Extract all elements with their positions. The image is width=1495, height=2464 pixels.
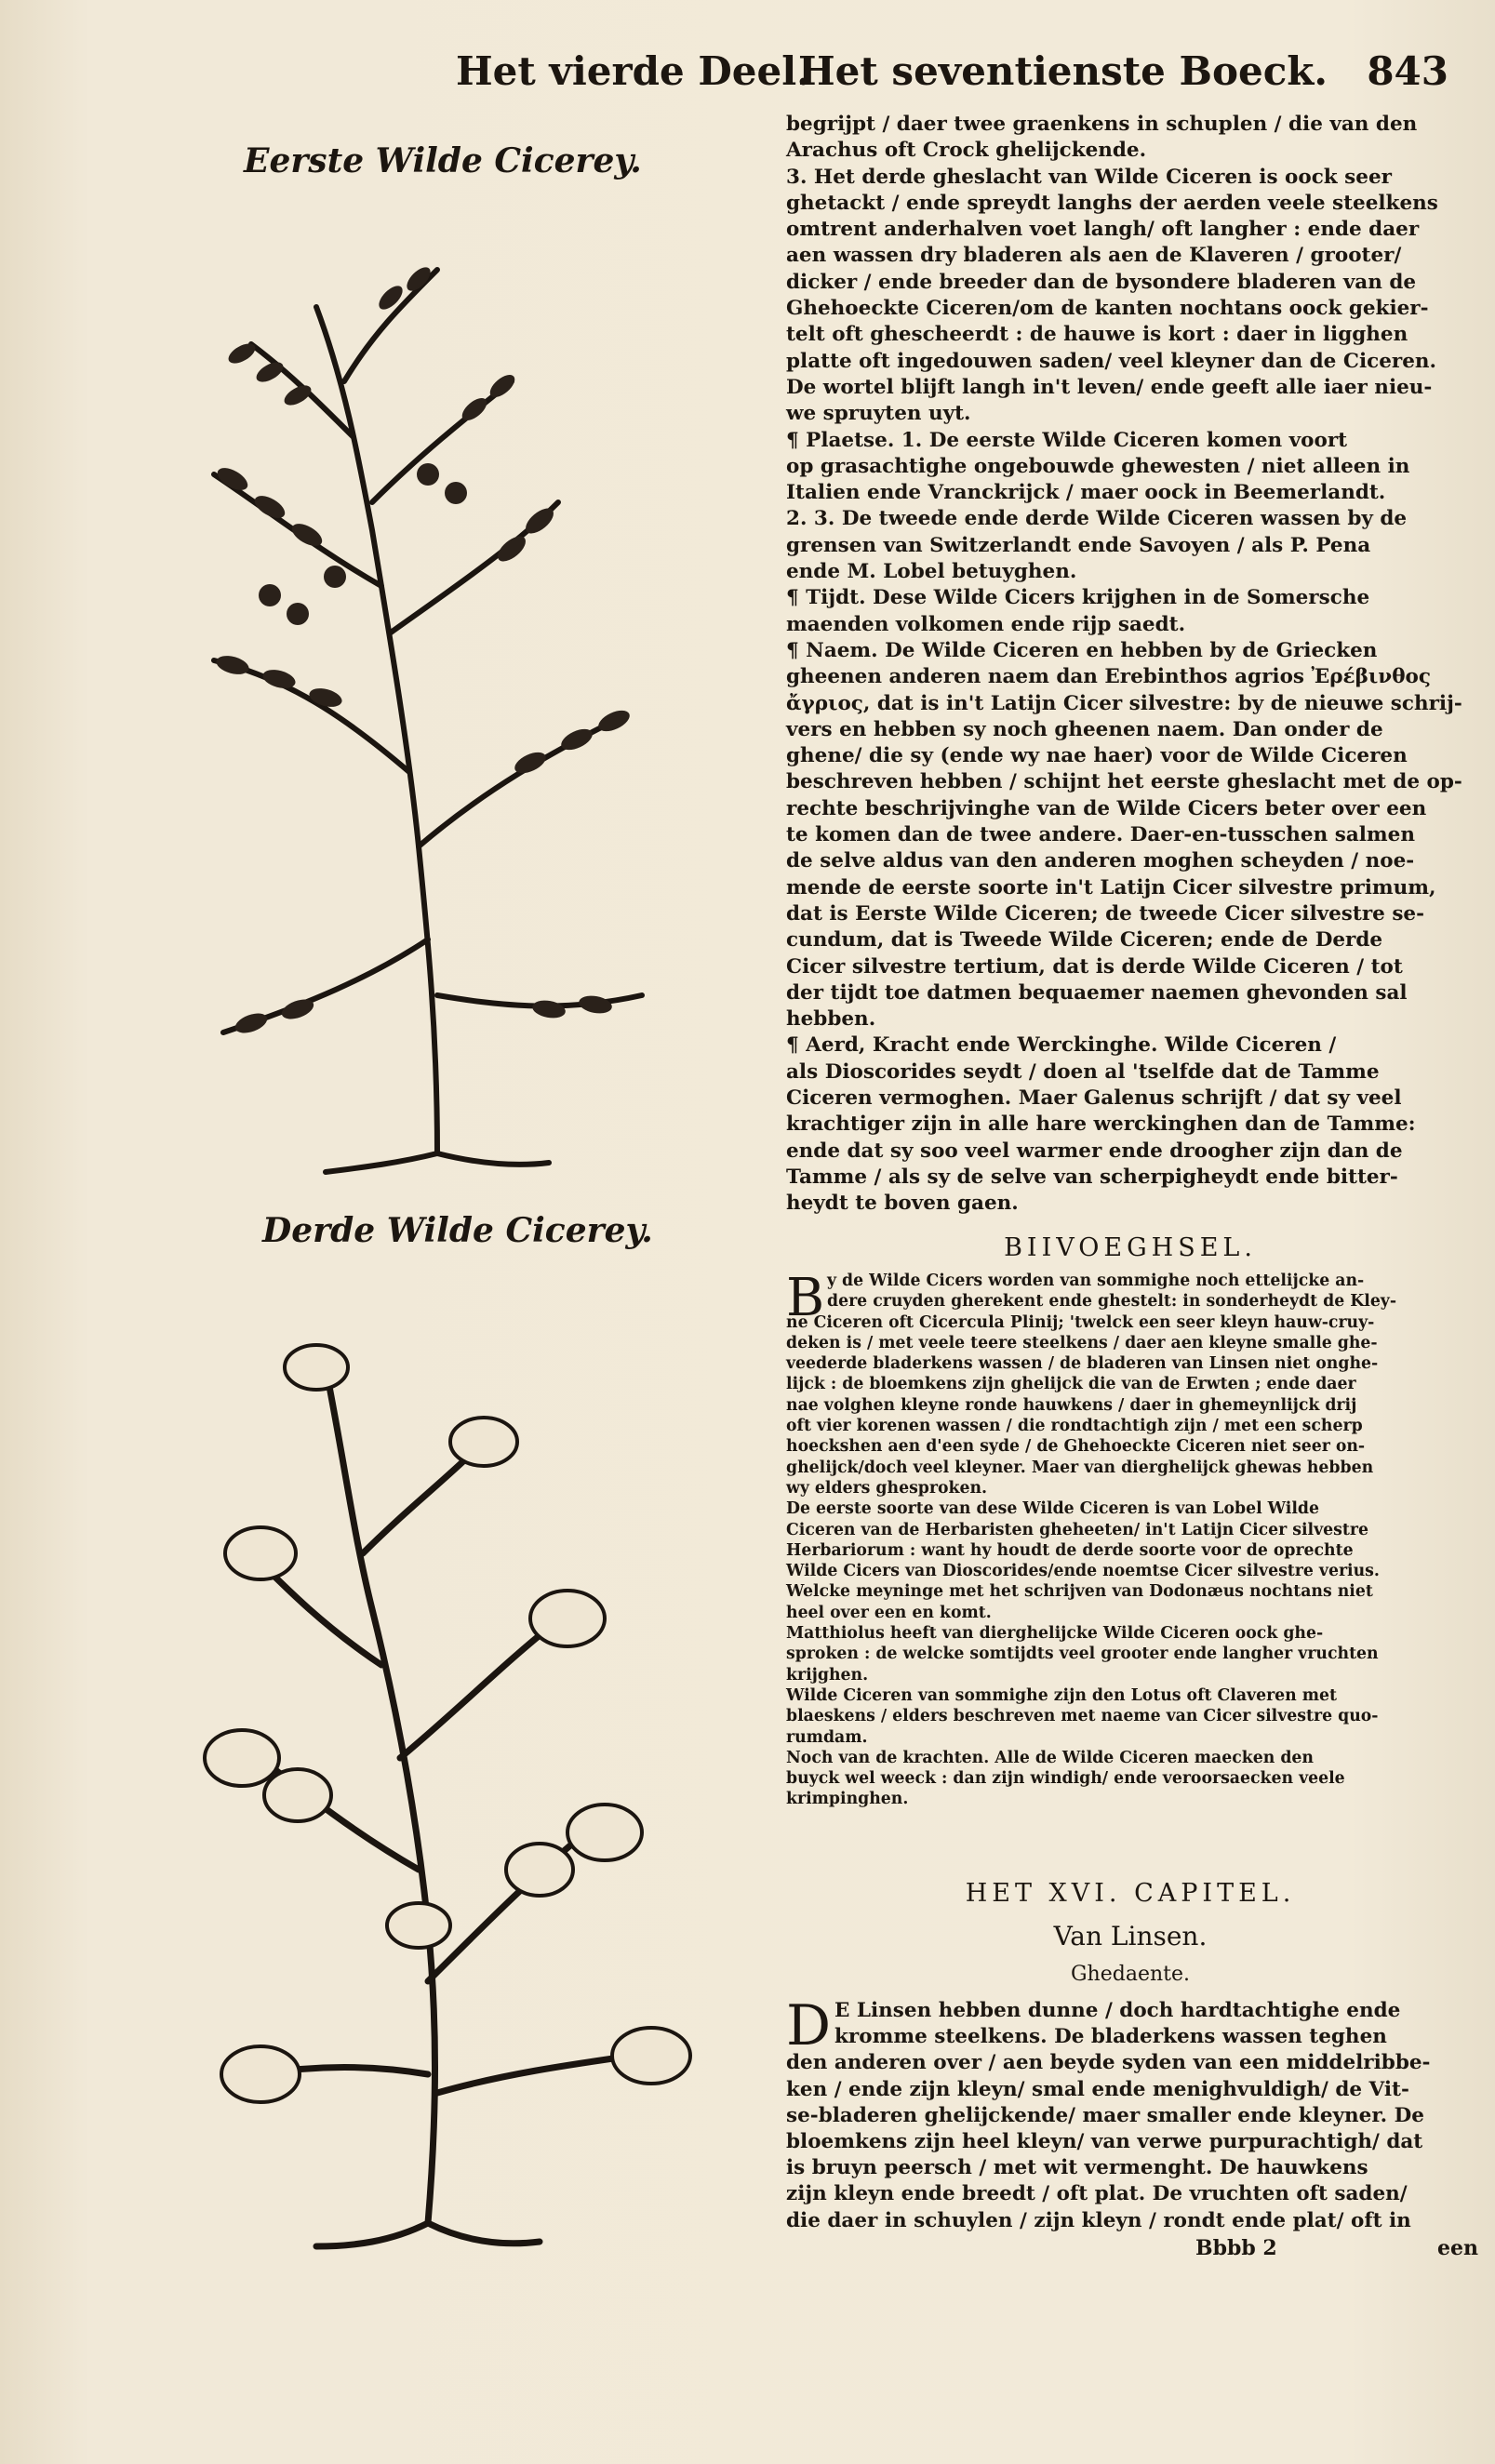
text-line: dicker / ende breeder dan de bysondere bladeren van de	[786, 270, 1417, 294]
text-line: mende de eerste soorte in't Latijn Cicer silvestre primum,	[786, 875, 1436, 899]
text-line: dere cruyden gherekent ende ghestelt: in sonderheydt de Kley-	[827, 1292, 1397, 1312]
text-line: is bruyn peersch / met wit vermenght. De hauwkens	[786, 2156, 1368, 2180]
text-line: ghene/ die sy (ende wy nae haer) voor de Wilde Ciceren	[786, 744, 1408, 768]
text-line: we spruyten uyt.	[786, 402, 971, 426]
text-line: heel over een en komt.	[786, 1603, 992, 1622]
text-line: hoeckshen aen d'een syde / de Ghehoeckte Ciceren niet seer on-	[786, 1437, 1366, 1457]
text-line: Welcke meyninge met het schrijven van Dodonæus nochtans niet	[786, 1582, 1373, 1602]
text-line: hebben.	[786, 1007, 876, 1032]
text-line: y de Wilde Cicers worden van sommighe noch ettelijcke an-	[827, 1272, 1365, 1290]
text-line: platte oft ingedouwen saden/ veel kleyner dan de Ciceren.	[786, 349, 1437, 373]
text-line: Herbariorum : want hy houdt de derde soorte voor de oprechte	[786, 1540, 1354, 1560]
text-line: rechte beschrijvinghe van de Wilde Cicers beter over een	[786, 796, 1427, 820]
text-line: ¶ Tijdt. Dese Wilde Cicers krijghen in de Somersche	[786, 586, 1370, 610]
text-line: den anderen over / aen beyde syden van een middelribbe-	[786, 2051, 1431, 2075]
text-line: krachtiger zijn in alle hare werckinghen dan de Tamme:	[786, 1112, 1416, 1137]
text-line: E Linsen hebben dunne / doch hardtachtighe ende	[834, 1999, 1401, 2022]
text-line: te komen dan de twee andere. Daer-en-tusschen salmen	[786, 823, 1415, 847]
text-line: Italien ende Vranckrijck / maer oock in Beemerlandt.	[786, 481, 1386, 505]
text-line: 2. 3. De tweede ende derde Wilde Ciceren wassen by de	[786, 507, 1408, 531]
text-line: op grasachtighe ongebouwde ghewesten / niet alleen in	[786, 454, 1410, 478]
text-line: heydt te boven gaen.	[786, 1192, 1019, 1216]
biivoeghsel-heading: BIIVOEGHSEL.	[1004, 1233, 1257, 1262]
text-line: ghetackt / ende spreydt langhs der aerden veele steelkens	[786, 191, 1438, 215]
text-line: gheenen anderen naem dan Erebinthos agrios Ἐρέβινθος	[786, 665, 1431, 689]
text-line: Cicer silvestre tertium, dat is derde Wilde Ciceren / tot	[786, 954, 1403, 979]
biivoeghsel-dropcap: B	[786, 1268, 825, 1328]
text-line: bloemkens zijn heel kleyn/ van verwe purpurachtigh/ dat	[786, 2130, 1423, 2154]
text-line: De eerste soorte van dese Wilde Ciceren is van Lobel Wilde	[786, 1499, 1319, 1519]
text-line: ghelijck/doch veel kleyner. Maer van dierghelijck ghewas hebben	[786, 1458, 1374, 1477]
chapter-subsubtitle: Ghedaente.	[1070, 1963, 1190, 1986]
text-line: Ciceren van de Herbaristen gheheeten/ in't Latijn Cicer silvestre	[786, 1520, 1368, 1539]
text-line: dat is Eerste Wilde Ciceren; de tweede Cicer silvestre se-	[786, 901, 1425, 926]
text-line: wy elders ghesproken.	[786, 1478, 988, 1498]
text-line: beschreven hebben / schijnt het eerste gheslacht met de op-	[786, 770, 1462, 794]
text-line: Ghehoeckte Ciceren/om de kanten nochtans oock gekier-	[786, 297, 1429, 321]
text-line: Matthiolus heeft van dierghelijcke Wilde Ciceren oock ghe-	[786, 1624, 1324, 1644]
text-line: ende dat sy soo veel warmer ende droogher zijn dan de	[786, 1139, 1403, 1163]
text-line: blaeskens / elders beschreven met naeme van Cicer silvestre quo-	[786, 1707, 1379, 1726]
text-line: aen wassen dry bladeren als aen de Klaveren / grooter/	[786, 244, 1402, 268]
text-line: grensen van Switzerlandt ende Savoyen / als P. Pena	[786, 533, 1371, 557]
running-header	[456, 48, 1467, 104]
text-line: ¶ Naem. De Wilde Ciceren en hebben by de Griecken	[786, 638, 1378, 662]
text-line: deken is / met veele teere steelkens / daer aen kleyne smalle ghe-	[786, 1333, 1378, 1352]
text-line: De wortel blijft langh in't leven/ ende geeft alle iaer nieu-	[786, 375, 1433, 399]
page-number: 843	[1367, 48, 1448, 94]
text-line: Ciceren vermoghen. Maer Galenus schrijft / dat sy veel	[786, 1085, 1402, 1110]
text-line: ¶ Aerd, Kracht ende Werckinghe. Wilde Ciceren /	[786, 1033, 1337, 1058]
text-line: sproken : de welcke somtijdts veel grooter ende langher vruchten	[786, 1645, 1379, 1664]
text-line: ken / ende zijn kleyn/ smal ende menighvuldigh/ de Vit-	[786, 2077, 1409, 2101]
text-line: ne Ciceren oft Cicercula Plinij; 'twelck een seer kleyn hauw-cruy-	[786, 1312, 1375, 1332]
text-column-top	[786, 112, 1475, 1217]
text-line: vers en hebben sy noch gheenen naem. Dan onder de	[786, 717, 1383, 741]
text-line: Wilde Cicers van Dioscorides/ende noemtse Cicer silvestre verius.	[786, 1562, 1380, 1581]
linsen-dropcap: D	[786, 1993, 832, 2058]
text-line: maenden volkomen ende rijp saedt.	[786, 612, 1186, 636]
text-line: rumdam.	[786, 1727, 868, 1747]
chapter-subtitle: Van Linsen.	[1053, 1921, 1208, 1951]
text-line: Noch van de krachten. Alle de Wilde Ciceren maecken den	[786, 1748, 1314, 1767]
catchword: een	[1437, 2236, 1478, 2260]
text-line: ¶ Plaetse. 1. De eerste Wilde Ciceren komen voort	[786, 428, 1348, 452]
text-line: Wilde Ciceren van sommighe zijn den Lotus oft Claveren met	[786, 1685, 1338, 1705]
text-line: veederde bladerkens wassen / de bladeren van Linsen niet onghe-	[786, 1354, 1379, 1374]
header-book-title: Het seventienste Boeck.	[798, 48, 1328, 94]
text-line: Arachus oft Crock ghelijckende.	[786, 139, 1147, 163]
text-line: omtrent anderhalven voet langh/ oft langher : ende daer	[786, 218, 1420, 242]
header-part-title: Het vierde Deel.	[456, 48, 810, 94]
text-line: de selve aldus van den anderen moghen scheyden / noe-	[786, 849, 1415, 873]
text-line: cundum, dat is Tweede Wilde Ciceren; ende de Derde	[786, 928, 1383, 952]
woodcut-third-wild-chickpea	[186, 1274, 744, 2251]
text-line: lijck : de bloemkens zijn ghelijck die van de Erwten ; ende daer	[786, 1375, 1356, 1394]
text-line: oft vier korenen wassen / die rondtachtigh zijn / met een scherp	[786, 1417, 1363, 1436]
text-line: krimpinghen.	[786, 1790, 909, 1809]
text-line: krijghen.	[786, 1665, 869, 1685]
caption-third-wild-chickpea: Derde Wilde Cicerey.	[262, 1211, 653, 1250]
text-line: begrijpt / daer twee graenkens in schuplen / die van den	[786, 113, 1418, 136]
text-line: ἄγριος, dat is in't Latijn Cicer silvestre: by de nieuwe schrij-	[786, 691, 1462, 715]
biivoeghsel-text	[786, 1268, 1475, 1810]
text-line: zijn kleyn ende breedt / oft plat. De vruchten oft saden/	[786, 2182, 1408, 2206]
caption-first-wild-chickpea: Eerste Wilde Cicerey.	[244, 141, 642, 180]
text-line: Tamme / als sy de selve van scherpigheydt ende bitter-	[786, 1165, 1398, 1189]
text-line: buyck wel weeck : dan zijn windigh/ ende veroorsaecken veele	[786, 1769, 1345, 1789]
text-line: kromme steelkens. De bladerkens wassen teghen	[834, 2025, 1387, 2049]
chapter-heading: HET XVI. CAPITEL.	[965, 1879, 1296, 1908]
text-line: der tijdt toe datmen bequaemer naemen ghevonden sal	[786, 980, 1408, 1005]
signature-mark: Bbbb 2	[1195, 2236, 1277, 2260]
woodcut-first-wild-chickpea	[158, 195, 716, 1181]
text-line: ende M. Lobel betuyghen.	[786, 560, 1077, 584]
text-line: nae volghen kleyne ronde hauwkens / daer in ghemeynlijck drij	[786, 1395, 1357, 1415]
text-line: die daer in schuylen / zijn kleyn / rondt ende plat/ oft in	[786, 2208, 1411, 2232]
text-line: se-bladeren ghelijckende/ maer smaller ende kleyner. De	[786, 2103, 1424, 2127]
linsen-text	[786, 1993, 1475, 2234]
text-line: telt oft ghescheerdt : de hauwe is kort : daer in ligghen	[786, 323, 1408, 347]
text-line: als Dioscorides seydt / doen al 'tselfde dat de Tamme	[786, 1059, 1380, 1084]
text-line: 3. Het derde gheslacht van Wilde Ciceren is oock seer	[786, 165, 1392, 189]
